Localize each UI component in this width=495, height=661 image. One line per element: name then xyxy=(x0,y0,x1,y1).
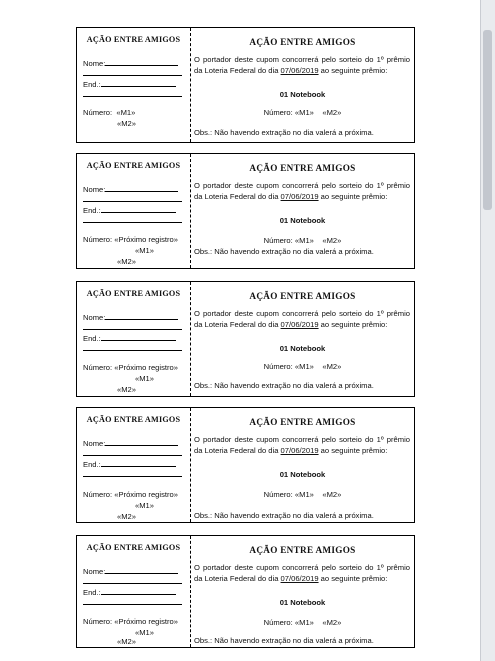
coupon-5 xyxy=(76,535,415,648)
main-title: AÇÃO ENTRE AMIGOS xyxy=(249,37,356,47)
number-label: Número: xyxy=(83,108,113,117)
coupon-main xyxy=(191,408,414,522)
address-label: End.: xyxy=(83,206,101,215)
name-blank xyxy=(105,184,178,192)
coupon-text: O portador deste cupom concorrerá pelo sorteio do 1º prêmio da Loteria Federal do dia 07/06/2019 ao seguinte prêmio: xyxy=(194,181,410,201)
obs-note: Obs.: Não havendo extração no dia valerá a próxima. xyxy=(194,636,374,645)
name-label: Nome: xyxy=(83,59,106,68)
name-blank xyxy=(105,58,178,66)
draw-date: 07/06/2019 xyxy=(280,319,319,329)
obs-note: Obs.: Não havendo extração no dia valerá a próxima. xyxy=(194,511,374,520)
coupon-stub xyxy=(77,28,191,142)
m1-field: «M1» xyxy=(135,628,154,637)
name-blank-2 xyxy=(83,322,182,330)
prize: 01 Notebook xyxy=(279,90,326,99)
name-label: Nome: xyxy=(83,567,106,576)
address-blank-2 xyxy=(83,215,182,223)
main-title: AÇÃO ENTRE AMIGOS xyxy=(249,291,356,301)
draw-date: 07/06/2019 xyxy=(280,191,319,201)
coupon-main xyxy=(191,28,414,142)
coupon-text: O portador deste cupom concorrerá pelo sorteio do 1º prêmio da Loteria Federal do dia 07/06/2019 ao seguinte prêmio: xyxy=(194,309,410,329)
name-blank-2 xyxy=(83,576,182,584)
number-label: Número: xyxy=(83,363,113,372)
coupon-main xyxy=(191,282,414,396)
draw-date: 07/06/2019 xyxy=(280,573,319,583)
address-label: End.: xyxy=(83,80,101,89)
address-label: End.: xyxy=(83,334,101,343)
coupon-stub xyxy=(77,536,191,647)
m1-field: «M1» xyxy=(135,374,154,383)
number-merge-fields: Número: «M1» «M2» xyxy=(263,618,342,627)
address-blank-2 xyxy=(83,469,182,477)
next-record-field: «Próximo registro» xyxy=(114,617,178,626)
prize: 01 Notebook xyxy=(279,344,326,353)
name-blank xyxy=(105,438,178,446)
address-label: End.: xyxy=(83,588,101,597)
prize: 01 Notebook xyxy=(279,598,326,607)
stub-title: AÇÃO ENTRE AMIGOS xyxy=(86,415,181,424)
main-title: AÇÃO ENTRE AMIGOS xyxy=(249,545,356,555)
stub-title: AÇÃO ENTRE AMIGOS xyxy=(86,161,181,170)
address-blank-2 xyxy=(83,597,182,605)
address-blank-2 xyxy=(83,89,182,97)
address-blank xyxy=(101,459,176,467)
coupon-1 xyxy=(76,27,415,143)
name-blank xyxy=(105,312,178,320)
scrollbar-thumb[interactable] xyxy=(483,30,492,210)
coupon-main xyxy=(191,154,414,268)
name-label: Nome: xyxy=(83,185,106,194)
stub-title: AÇÃO ENTRE AMIGOS xyxy=(86,35,181,44)
next-record-field: «Próximo registro» xyxy=(114,363,178,372)
coupon-3 xyxy=(76,281,415,397)
coupon-stub xyxy=(77,408,191,522)
coupon-text: O portador deste cupom concorrerá pelo sorteio do 1º prêmio da Loteria Federal do dia 07/06/2019 ao seguinte prêmio: xyxy=(194,563,410,583)
address-blank xyxy=(101,587,176,595)
name-blank-2 xyxy=(83,448,182,456)
obs-note: Obs.: Não havendo extração no dia valerá a próxima. xyxy=(194,381,374,390)
address-blank-2 xyxy=(83,343,182,351)
draw-date: 07/06/2019 xyxy=(280,445,319,455)
stub-title: AÇÃO ENTRE AMIGOS xyxy=(86,289,181,298)
number-merge-fields: Número: «M1» «M2» xyxy=(263,108,342,117)
obs-note: Obs.: Não havendo extração no dia valerá a próxima. xyxy=(194,247,374,256)
address-blank xyxy=(101,333,176,341)
m2-field: «M2» xyxy=(117,385,136,394)
coupon-main xyxy=(191,536,414,647)
address-label: End.: xyxy=(83,460,101,469)
number-merge-fields: Número: «M1» «M2» xyxy=(263,362,342,371)
address-blank xyxy=(101,205,176,213)
m1-field: «M1» xyxy=(135,501,154,510)
prize: 01 Notebook xyxy=(279,216,326,225)
number-merge-fields: Número: «M1» «M2» xyxy=(263,490,342,499)
main-title: AÇÃO ENTRE AMIGOS xyxy=(249,163,356,173)
prize: 01 Notebook xyxy=(279,470,326,479)
name-blank-2 xyxy=(83,68,182,76)
vertical-scrollbar[interactable] xyxy=(480,0,495,661)
m1-field: «M1» xyxy=(135,246,154,255)
draw-date: 07/06/2019 xyxy=(280,65,319,75)
coupon-text: O portador deste cupom concorrerá pelo sorteio do 1º prêmio da Loteria Federal do dia 07/06/2019 ao seguinte prêmio: xyxy=(194,435,410,455)
address-blank xyxy=(101,79,176,87)
m2-field: «M2» xyxy=(117,512,136,521)
m2-field: «M2» xyxy=(117,119,136,128)
next-record-field: «Próximo registro» xyxy=(114,235,178,244)
number-label: Número: xyxy=(83,617,113,626)
m1-field: «M1» xyxy=(116,108,136,117)
next-record-field: «Próximo registro» xyxy=(114,490,178,499)
stub-title: AÇÃO ENTRE AMIGOS xyxy=(86,543,181,552)
number-merge-fields: Número: «M1» «M2» xyxy=(263,236,342,245)
coupon-stub xyxy=(77,282,191,396)
m2-field: «M2» xyxy=(117,637,136,646)
coupon-4 xyxy=(76,407,415,523)
coupon-2 xyxy=(76,153,415,269)
number-label: Número: xyxy=(83,490,113,499)
main-title: AÇÃO ENTRE AMIGOS xyxy=(249,417,356,427)
number-label: Número: xyxy=(83,235,113,244)
m2-field: «M2» xyxy=(117,257,136,266)
name-label: Nome: xyxy=(83,313,106,322)
coupon-stub xyxy=(77,154,191,268)
coupon-text: O portador deste cupom concorrerá pelo sorteio do 1º prêmio da Loteria Federal do dia 07/06/2019 ao seguinte prêmio: xyxy=(194,55,410,75)
name-blank xyxy=(105,566,178,574)
obs-note: Obs.: Não havendo extração no dia valerá a próxima. xyxy=(194,128,374,137)
name-blank-2 xyxy=(83,194,182,202)
name-label: Nome: xyxy=(83,439,106,448)
